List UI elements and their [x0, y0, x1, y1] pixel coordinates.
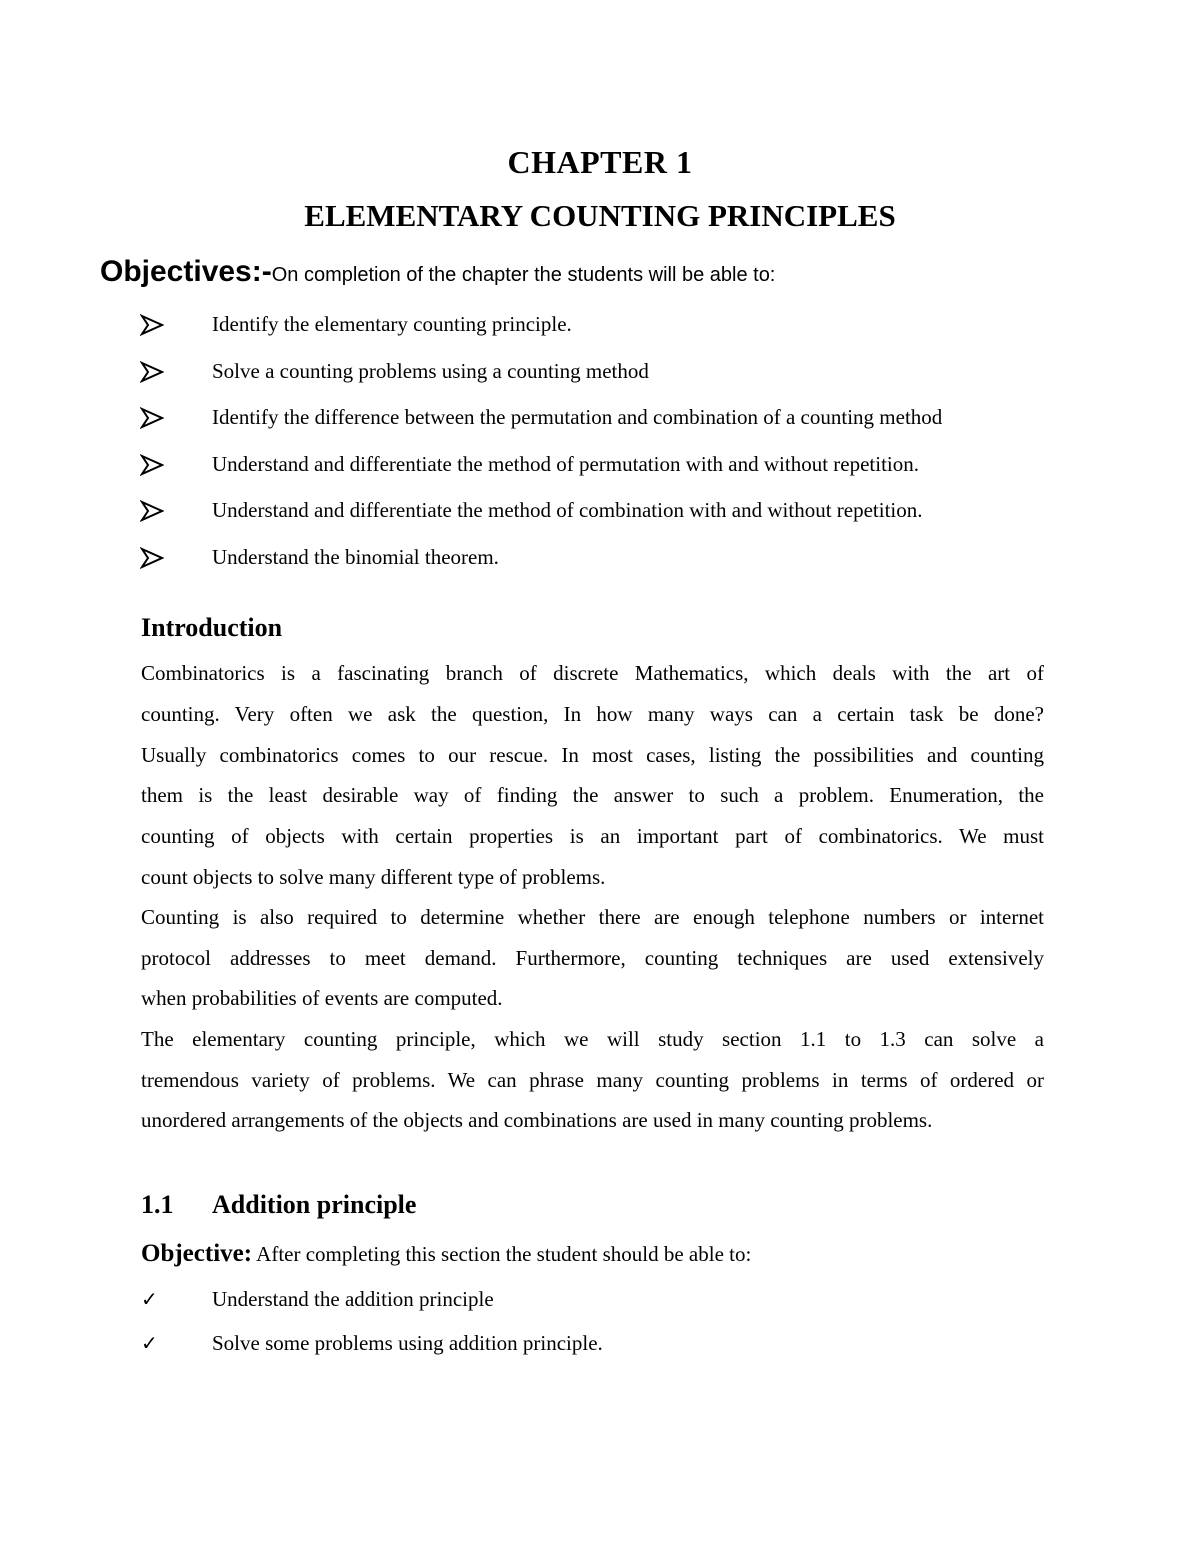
- section-title: Addition principle: [212, 1190, 417, 1219]
- objective-item: [140, 351, 1100, 391]
- arrowhead-bullet-icon: [140, 454, 164, 476]
- arrowhead-bullet-icon: [140, 314, 164, 336]
- section-heading: [141, 1185, 741, 1225]
- section-objective-item: [141, 1279, 1041, 1319]
- section-objective-item-text: Solve some problems using addition principle.: [212, 1331, 603, 1355]
- objective-item: [140, 537, 1100, 577]
- objective-item-text: Understand and differentiate the method of permutation with and without repetition.: [212, 452, 920, 476]
- objective-item: [140, 490, 1100, 530]
- arrowhead-bullet-icon: [140, 361, 164, 383]
- paragraph-line: them is the least desirable way of finding the answer to such a problem. Enumeration, the: [141, 783, 1044, 807]
- objective-item-text: Understand the binomial theorem.: [212, 545, 499, 569]
- section-objective-item: [141, 1323, 1041, 1363]
- arrowhead-bullet-icon: [140, 547, 164, 569]
- objectives-intro: [100, 250, 1100, 299]
- paragraph-line: Combinatorics is a fascinating branch of discrete Mathematics, which deals with the art of: [141, 661, 1044, 685]
- checkmark-icon: ✓: [141, 1331, 158, 1355]
- paragraph-line: count objects to solve many different type of problems.: [141, 865, 606, 889]
- chapter-title: ELEMENTARY COUNTING PRINCIPLES: [304, 198, 896, 233]
- paragraph-line: counting of objects with certain properties is an important part of combinatorics. We must: [141, 824, 1044, 848]
- section-objective: [141, 1234, 1101, 1277]
- objective-item-text: Solve a counting problems using a counting method: [212, 359, 649, 383]
- objective-item: [140, 304, 1100, 344]
- section-objective-item-text: Understand the addition principle: [212, 1287, 494, 1311]
- paragraph-line: The elementary counting principle, which we will study section 1.1 to 1.3 can solve a: [141, 1027, 1044, 1051]
- paragraph-line: unordered arrangements of the objects and combinations are used in many counting problems.: [141, 1108, 933, 1132]
- paragraph-line: counting. Very often we ask the question, In how many ways can a certain task be done?: [141, 702, 1044, 726]
- checkmark-icon: ✓: [141, 1287, 158, 1311]
- objectives-intro-text: On completion of the chapter the students will be able to:: [271, 264, 776, 286]
- chapter-number: CHAPTER 1: [507, 144, 693, 180]
- paragraph-line: Usually combinatorics comes to our rescue. In most cases, listing the possibilities and counting: [141, 743, 1044, 767]
- paragraph-line: Counting is also required to determine whether there are enough telephone numbers or internet: [141, 905, 1044, 929]
- objective-item-text: Identify the elementary counting principle.: [212, 312, 572, 336]
- section-number: 1.1: [141, 1190, 174, 1219]
- objectives-label: Objectives:-: [100, 255, 272, 288]
- objective-item: [140, 444, 1100, 484]
- arrowhead-bullet-icon: [140, 500, 164, 522]
- introduction-heading: Introduction: [141, 613, 283, 642]
- paragraph-line: tremendous variety of problems. We can phrase many counting problems in terms of ordered or: [141, 1068, 1044, 1092]
- objective-item-text: Identify the difference between the permutation and combination of a counting method: [212, 405, 943, 429]
- paragraph-line: when probabilities of events are computed.: [141, 986, 503, 1010]
- section-objective-text: After completing this section the student should be able to:: [252, 1242, 752, 1266]
- paragraph-line: protocol addresses to meet demand. Furthermore, counting techniques are used extensively: [141, 946, 1044, 970]
- arrowhead-bullet-icon: [140, 407, 164, 429]
- section-objective-label: Objective:: [141, 1240, 253, 1267]
- objective-item-text: Understand and differentiate the method of combination with and without repetition.: [212, 498, 923, 522]
- objective-item: [140, 397, 1100, 437]
